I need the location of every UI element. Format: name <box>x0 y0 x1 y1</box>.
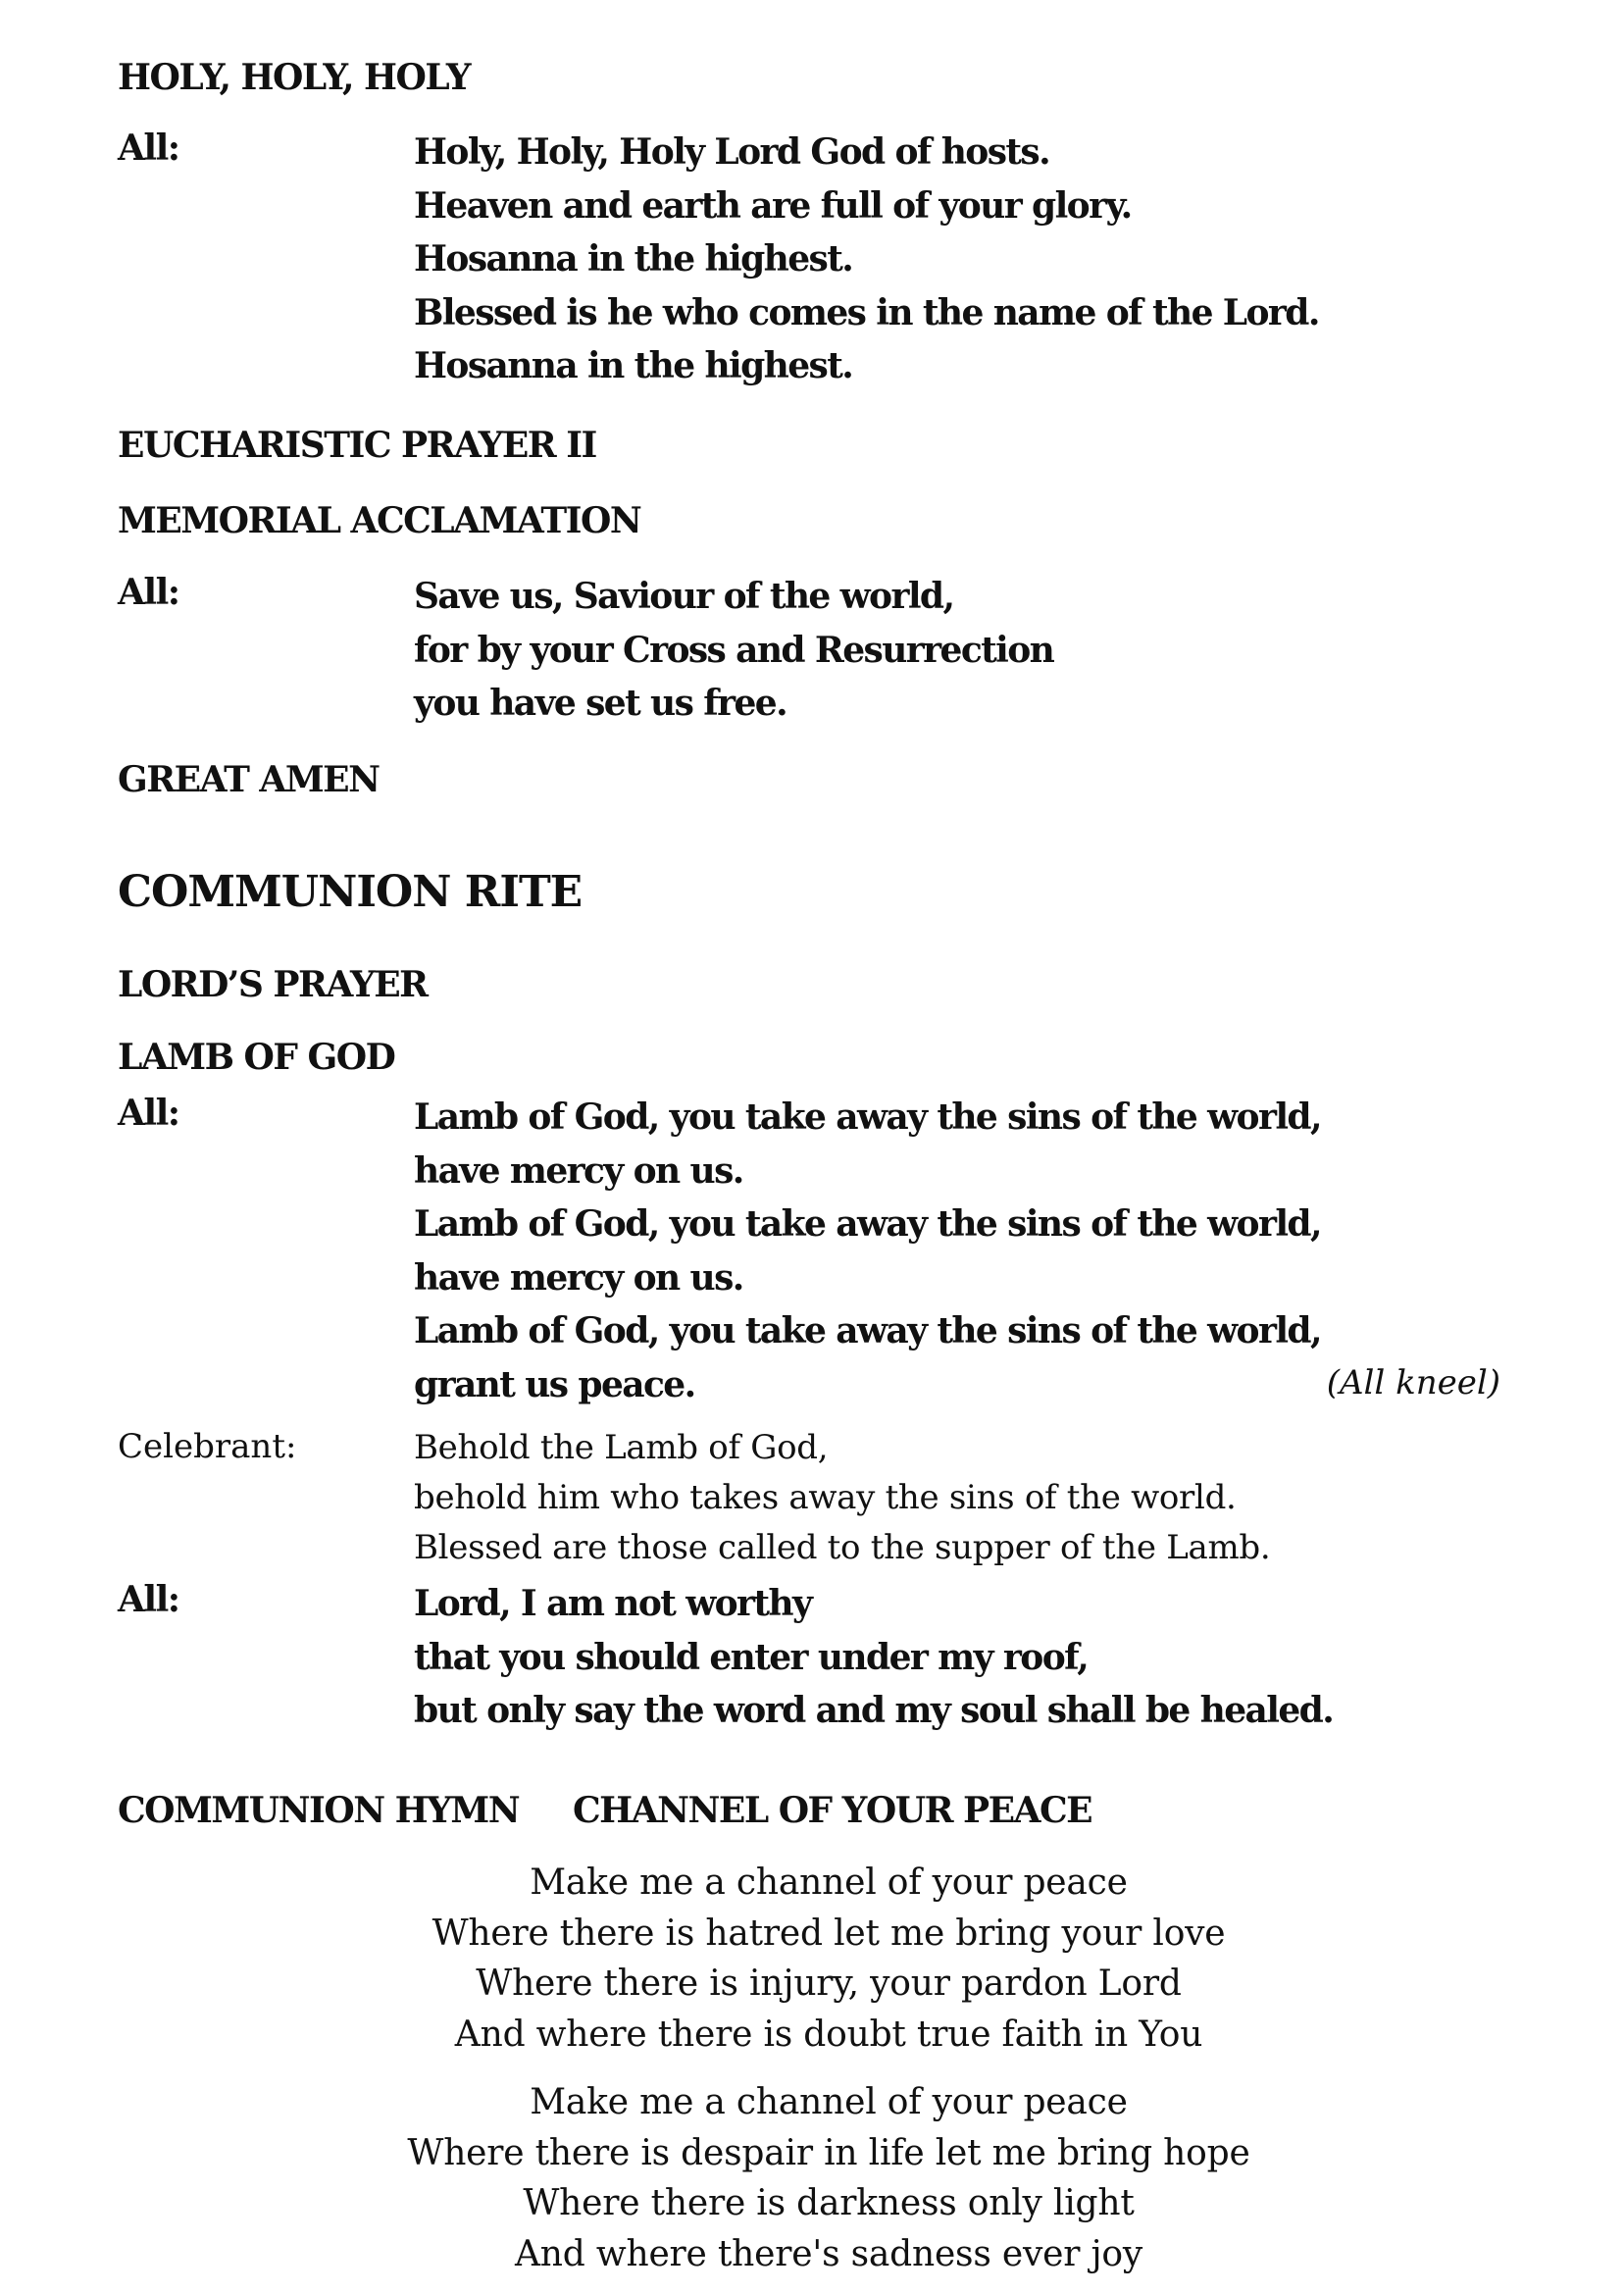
response-line: Heaven and earth are full of your glory. <box>414 184 1132 227</box>
speaker-label-celebrant: Celebrant: <box>118 1427 297 1466</box>
section-title-lords-prayer: LORD’S PRAYER <box>118 964 428 1005</box>
section-title-eucharistic-prayer: EUCHARISTIC PRAYER II <box>118 425 596 466</box>
response-line: Save us, Saviour of the world, <box>414 576 954 617</box>
response-line: grant us peace. <box>414 1363 695 1405</box>
response-line: Blessed is he who comes in the name of the Lord. <box>414 291 1319 333</box>
response-line: for by your Cross and Resurrection <box>414 629 1054 671</box>
verse-line: Where there is hatred let me bring your love <box>431 1912 1226 1954</box>
section-title-lamb-of-god: LAMB OF GOD <box>118 1037 395 1078</box>
response-line: Hosanna in the highest. <box>414 238 853 280</box>
speaker-label-all: All: <box>118 1093 179 1134</box>
kneel-rubric: (All kneel) <box>1326 1363 1500 1402</box>
response-line: you have set us free. <box>414 683 787 724</box>
section-title-holy: HOLY, HOLY, HOLY <box>118 57 471 98</box>
verse-line: Where there is darkness only light <box>523 2183 1135 2223</box>
section-title-communion-hymn: COMMUNION HYMN <box>118 1790 520 1831</box>
response-line: Hosanna in the highest. <box>414 345 853 386</box>
response-line: Lord, I am not worthy <box>414 1583 812 1624</box>
response-line: Lamb of God, you take away the sins of the world, <box>414 1096 1321 1138</box>
memorial-response-lines <box>414 570 1053 731</box>
response-line: that you should enter under my roof, <box>414 1636 1089 1678</box>
verse-line: And where there's sadness ever joy <box>514 2233 1143 2274</box>
verse-line: Where there is despair in life let me bring hope <box>407 2132 1250 2173</box>
verse-line: Where there is injury, your pardon Lord <box>476 1963 1182 2004</box>
section-title-communion-rite: COMMUNION RITE <box>118 867 583 917</box>
hymn-verse <box>0 1858 1624 2060</box>
response-line: Lamb of God, you take away the sins of the world, <box>414 1310 1321 1351</box>
lamb-of-god-response-lines <box>414 1091 1321 1411</box>
section-title-memorial-acclamation: MEMORIAL ACCLAMATION <box>118 500 641 541</box>
speaker-label-all: All: <box>118 1579 179 1620</box>
celebrant-line: Behold the Lamb of God, <box>414 1428 829 1467</box>
verse-line: Make me a channel of your peace <box>530 1862 1128 1903</box>
celebrant-lines <box>414 1423 1270 1573</box>
speaker-label-all: All: <box>118 572 179 613</box>
holy-response-lines <box>414 126 1319 393</box>
hymn-name: CHANNEL OF YOUR PEACE <box>573 1790 1092 1831</box>
hymn-verse <box>0 2077 1624 2279</box>
celebrant-line: Blessed are those called to the supper of the Lamb. <box>414 1528 1271 1567</box>
response-line: Holy, Holy, Holy Lord God of hosts. <box>414 131 1050 173</box>
speaker-label-all: All: <box>118 127 179 169</box>
response-line: have mercy on us. <box>414 1256 743 1299</box>
lamb-of-god-final-response-lines <box>414 1577 1333 1738</box>
response-line: have mercy on us. <box>414 1149 743 1192</box>
response-line: Lamb of God, you take away the sins of the world, <box>414 1203 1321 1245</box>
response-line: but only say the word and my soul shall be healed. <box>414 1690 1334 1731</box>
section-title-great-amen: GREAT AMEN <box>118 759 380 800</box>
verse-line: And where there is doubt true faith in You <box>454 2014 1203 2055</box>
verse-line: Make me a channel of your peace <box>530 2082 1128 2122</box>
celebrant-line: behold him who takes away the sins of the world. <box>414 1478 1237 1517</box>
